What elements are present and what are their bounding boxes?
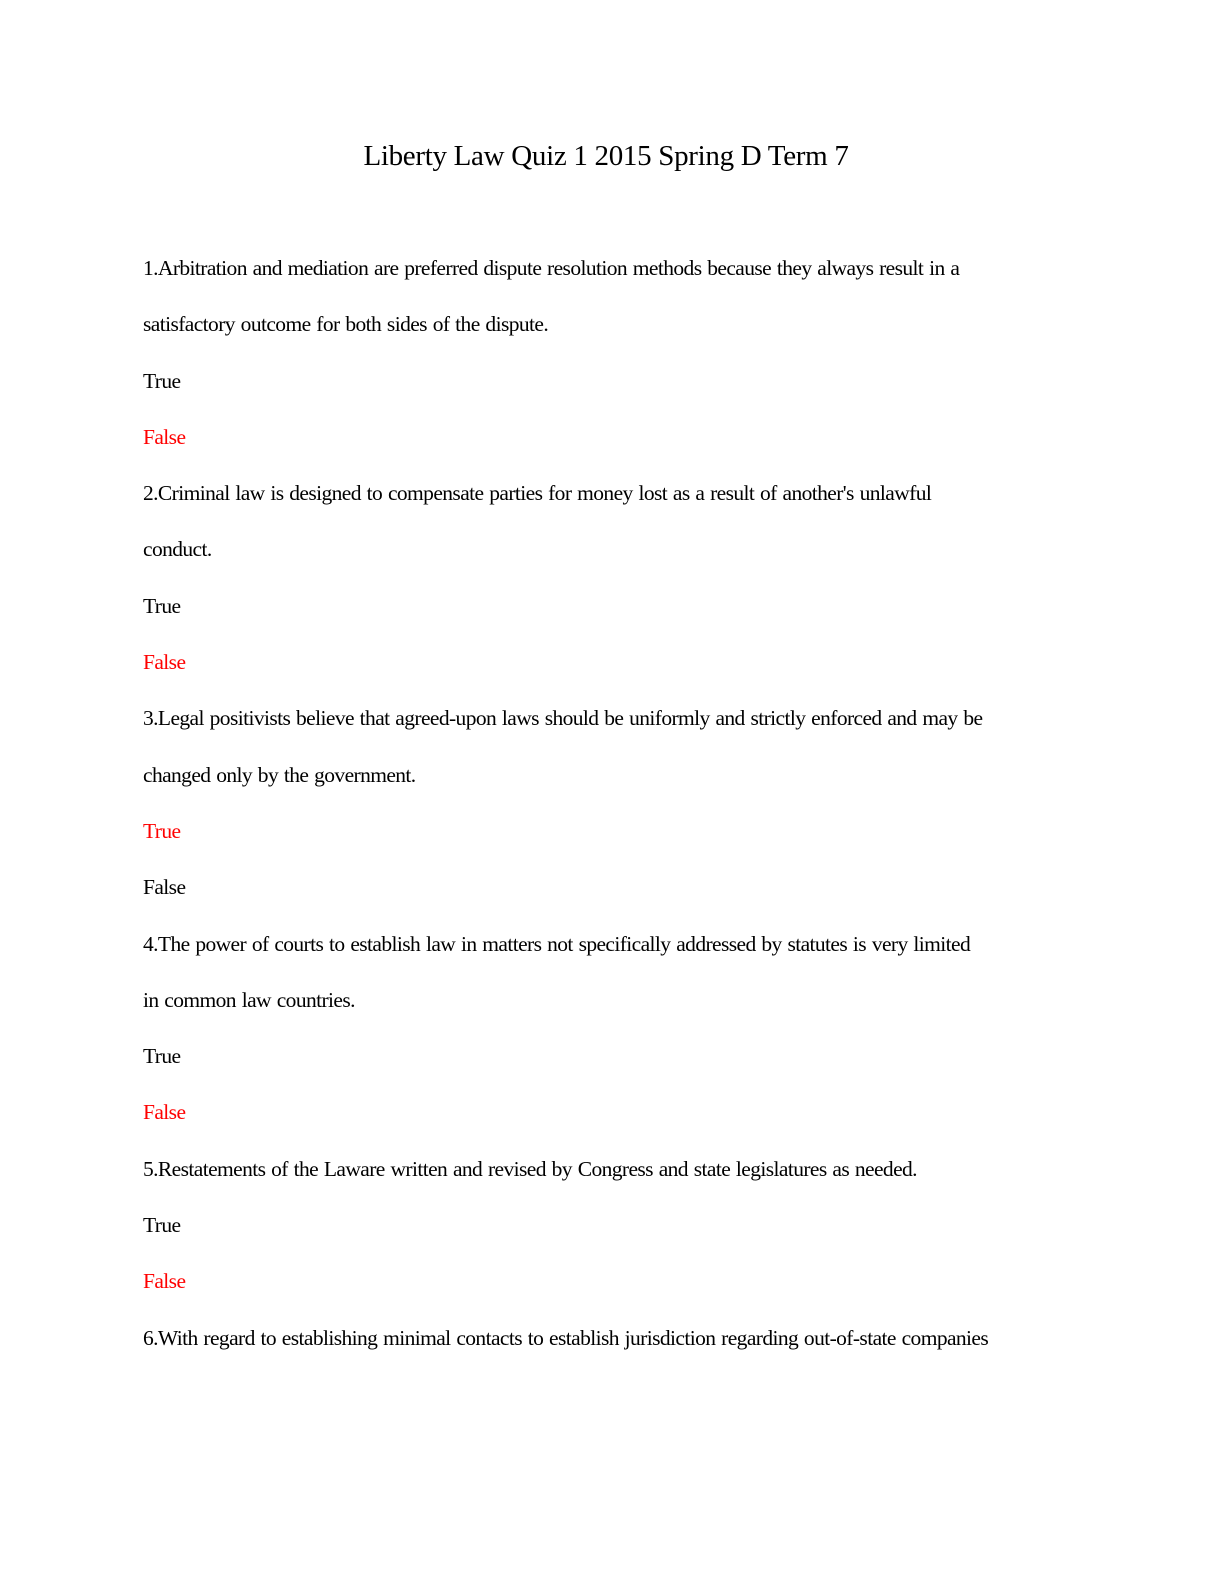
option-false-correct: False (143, 650, 186, 675)
option-true: True (143, 1213, 181, 1238)
question-1 (143, 250, 1083, 475)
question-text-line: changed only by the government. (143, 762, 416, 787)
option-true: True (143, 593, 181, 618)
option-false-correct: False (143, 1100, 186, 1125)
option-true: True (143, 1044, 181, 1069)
option-false: False (143, 875, 186, 900)
question-2 (143, 475, 1083, 700)
question-4 (143, 926, 1083, 1151)
option-false-correct: False (143, 424, 186, 449)
question-text-line: in common law countries. (143, 987, 355, 1012)
question-text-line: satisfactory outcome for both sides of the dispute. (143, 312, 549, 337)
quiz-content (143, 250, 1083, 1376)
option-true-correct: True (143, 818, 181, 843)
option-false-correct: False (143, 1269, 186, 1294)
question-text-line: 5.Restatements of the Laware written and revised by Congress and state legislatures as needed. (143, 1156, 917, 1181)
question-text-line: 2.Criminal law is designed to compensate parties for money lost as a result of another's unlawful (143, 481, 932, 506)
document-title: Liberty Law Quiz 1 2015 Spring D Term 7 (363, 140, 849, 172)
question-5 (143, 1151, 1083, 1320)
option-true: True (143, 368, 181, 393)
question-text-line: 6.With regard to establishing minimal contacts to establish jurisdiction regarding out-of-state companies (143, 1325, 989, 1350)
question-text-line: 3.Legal positivists believe that agreed-upon laws should be uniformly and strictly enforced and may be (143, 706, 983, 731)
question-6 (143, 1320, 1083, 1376)
question-text-line: 4.The power of courts to establish law in matters not specifically addressed by statutes is very limited (143, 931, 971, 956)
question-text-line: 1.Arbitration and mediation are preferred dispute resolution methods because they always result in a (143, 256, 960, 280)
question-3 (143, 700, 1083, 925)
question-text-line: conduct. (143, 537, 212, 562)
